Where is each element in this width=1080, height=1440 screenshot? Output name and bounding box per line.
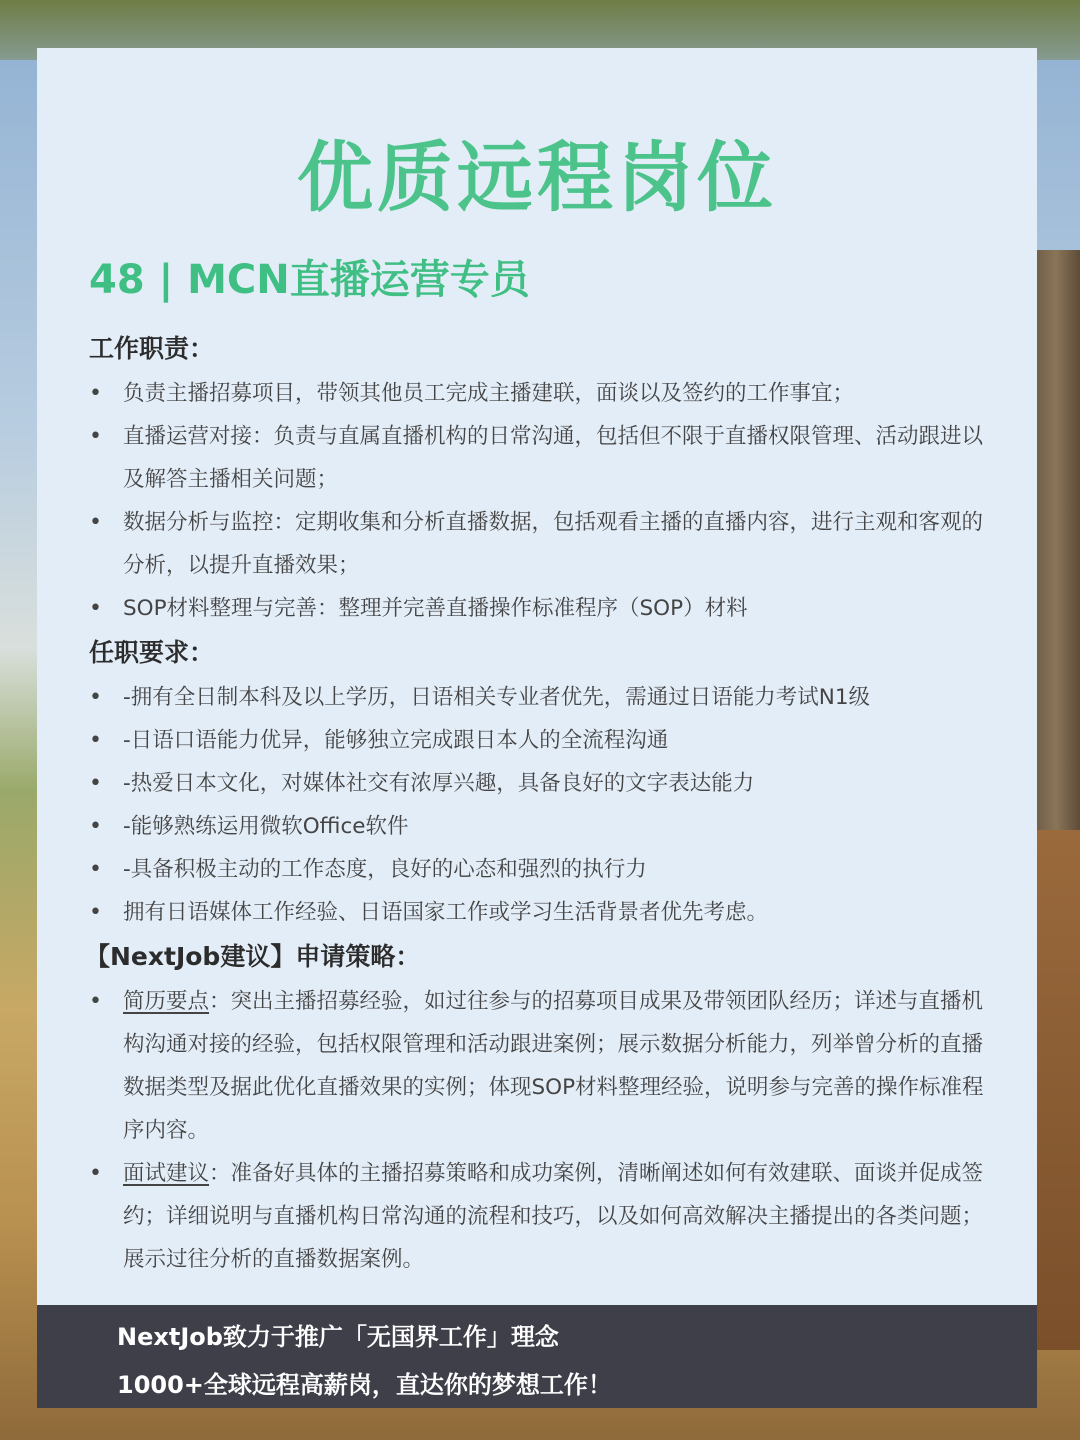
footer-banner bbox=[37, 1305, 1037, 1408]
list-item bbox=[89, 676, 989, 719]
duty-text: SOP材料整理与完善：整理并完善直播操作标准程序（SOP）材料 bbox=[123, 596, 748, 621]
requirement-text: -日语口语能力优异，能够独立完成跟日本人的全流程沟通 bbox=[123, 728, 669, 753]
bullet-icon: • bbox=[89, 857, 102, 882]
interview-tips-label: 面试建议 bbox=[123, 1161, 210, 1186]
list-item bbox=[89, 1152, 989, 1281]
bullet-icon: • bbox=[89, 989, 102, 1014]
duty-text: 负责主播招募项目，带领其他员工完成主播建联，面谈以及签约的工作事宜； bbox=[123, 381, 855, 406]
list-item bbox=[89, 805, 989, 848]
requirements-heading: 任职要求： bbox=[89, 638, 215, 667]
advice-list bbox=[89, 980, 989, 1281]
list-item bbox=[89, 587, 989, 630]
list-item bbox=[89, 980, 989, 1152]
list-item bbox=[89, 848, 989, 891]
bullet-icon: • bbox=[89, 1161, 102, 1186]
duty-text: 数据分析与监控：定期收集和分析直播数据，包括观看主播的直播内容，进行主观和客观的分析，以提升直播效果； bbox=[123, 510, 984, 578]
resume-tips-text: ：突出主播招募经验，如过往参与的招募项目成果及带领团队经历；详述与直播机构沟通对接的经验，包括权限管理和活动跟进案例；展示数据分析能力，列举曾分析的直播数据类型及据此优化直播效果的实例；体现SOP材料整理经验，说明参与完善的操作标准程序内容。 bbox=[123, 989, 984, 1143]
list-item bbox=[89, 372, 989, 415]
bullet-icon: • bbox=[89, 510, 102, 535]
footer-slogan: NextJob致力于推广「无国界工作」理念 bbox=[117, 1323, 559, 1351]
list-item bbox=[89, 762, 989, 805]
background-bench bbox=[1032, 830, 1080, 1350]
job-title: 48 | MCN直播运营专员 bbox=[89, 257, 530, 303]
duties-list bbox=[89, 372, 989, 630]
job-content bbox=[85, 326, 989, 1281]
list-item bbox=[89, 891, 989, 934]
bullet-icon: • bbox=[89, 685, 102, 710]
list-item bbox=[89, 719, 989, 762]
interview-tips-text: ：准备好具体的主播招募策略和成功案例，清晰阐述如何有效建联、面谈并促成签约；详细说明与直播机构日常沟通的流程和技巧，以及如何高效解决主播提出的各类问题；展示过往分析的直播数据案例。 bbox=[123, 1161, 984, 1272]
requirement-text: -具备积极主动的工作态度，良好的心态和强烈的执行力 bbox=[123, 857, 647, 882]
bullet-icon: • bbox=[89, 424, 102, 449]
requirement-text: -拥有全日制本科及以上学历，日语相关专业者优先，需通过日语能力考试N1级 bbox=[123, 685, 871, 710]
advice-heading: 【NextJob建议】申请策略： bbox=[85, 942, 421, 971]
requirements-list bbox=[89, 676, 989, 934]
bullet-icon: • bbox=[89, 596, 102, 621]
duty-text: 直播运营对接：负责与直属直播机构的日常沟通，包括但不限于直播权限管理、活动跟进以及解答主播相关问题； bbox=[123, 424, 984, 492]
bullet-icon: • bbox=[89, 771, 102, 796]
list-item bbox=[89, 501, 989, 587]
resume-tips-label: 简历要点 bbox=[123, 989, 210, 1014]
job-card bbox=[37, 48, 1037, 1408]
list-item bbox=[89, 415, 989, 501]
page-headline: 优质远程岗位 bbox=[297, 133, 777, 222]
duties-heading: 工作职责： bbox=[89, 334, 215, 363]
footer-tagline: 1000+全球远程高薪岗，直达你的梦想工作！ bbox=[117, 1371, 612, 1399]
requirement-text: -能够熟练运用微软Office软件 bbox=[123, 814, 409, 839]
bullet-icon: • bbox=[89, 814, 102, 839]
requirement-text: -热爱日本文化，对媒体社交有浓厚兴趣，具备良好的文字表达能力 bbox=[123, 771, 755, 796]
bullet-icon: • bbox=[89, 728, 102, 753]
requirement-text: 拥有日语媒体工作经验、日语国家工作或学习生活背景者优先考虑。 bbox=[123, 900, 769, 925]
bullet-icon: • bbox=[89, 900, 102, 925]
bullet-icon: • bbox=[89, 381, 102, 406]
